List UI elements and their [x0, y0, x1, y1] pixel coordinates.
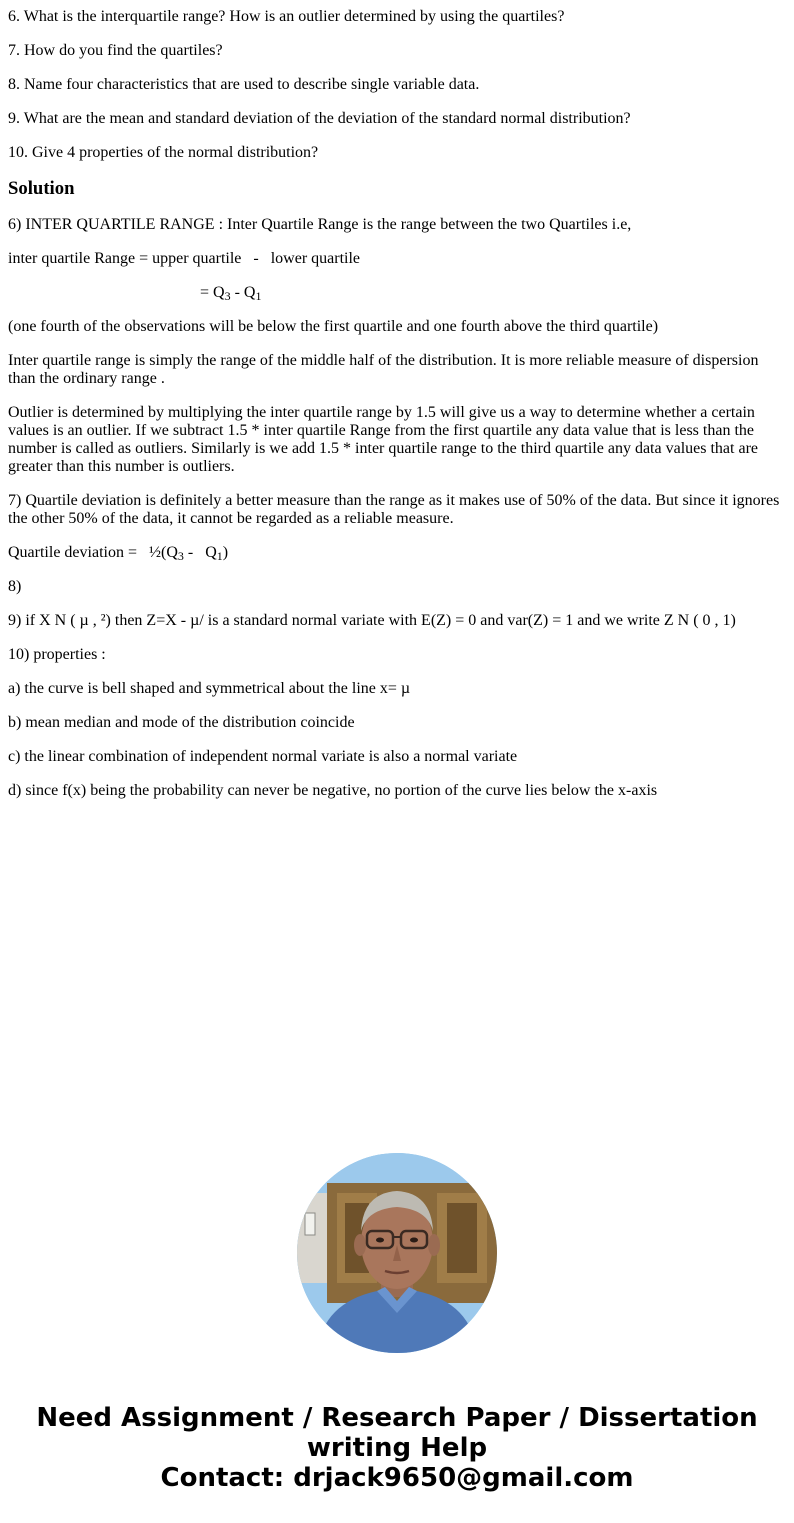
- answer-6-note: (one fourth of the observations will be below the first quartile and one fourth above the third quartile): [8, 318, 659, 335]
- qd-sub-3: 3: [177, 549, 184, 563]
- answer-10-d: d) since f(x) being the probability can never be negative, no portion of the curve lies below the x-axis: [8, 782, 658, 799]
- author-portrait-image: [297, 1153, 497, 1353]
- answer-10-a: a) the curve is bell shaped and symmetrical about the line x= µ: [8, 680, 411, 697]
- question-8: 8. Name four characteristics that are used to describe single variable data.: [8, 76, 480, 93]
- iqr-formula: [8, 250, 784, 268]
- iqr-eq-sub-1: 1: [255, 289, 262, 303]
- iqr-eq-mid: - Q: [230, 284, 256, 301]
- footer-line-2: writing Help: [306, 1433, 488, 1463]
- footer-line-1: Need Assignment / Research Paper / Dissertation: [36, 1403, 758, 1433]
- iqr-eq-sub-3: 3: [224, 289, 231, 303]
- qd-suffix: ): [222, 544, 229, 561]
- document-body: [8, 0, 784, 816]
- answer-9: 9) if X N ( µ , ²) then Z=X - µ/ is a standard normal variate with E(Z) = 0 and var(Z) = 1 and we write Z N ( 0 , 1): [8, 612, 736, 629]
- answer-10-b: b) mean median and mode of the distribution coincide: [8, 714, 355, 731]
- answer-6-outlier: Outlier is determined by multiplying the inter quartile range by 1.5 will give us a way to determine whether a certain values is an outlier. If we subtract 1.5 * inter quartile Range from the first quartile any data value that is less than the number is called as outliers. Similarly is we add 1.5 * inter quartile range to the third quartile any data values that are greater than this number is outliers.: [8, 404, 758, 475]
- answer-6-intro: 6) INTER QUARTILE RANGE : Inter Quartile Range is the range between the two Quartiles i.e,: [8, 216, 632, 233]
- answer-6-iqr-description: Inter quartile range is simply the range of the middle half of the distribution. It is more reliable measure of dispersion than the ordinary range .: [8, 352, 759, 387]
- question-10: 10. Give 4 properties of the normal distribution?: [8, 144, 319, 161]
- qd-mid: - Q: [183, 544, 217, 561]
- iqr-equation: [8, 284, 784, 302]
- question-6: 6. What is the interquartile range? How is an outlier determined by using the quartiles?: [8, 8, 565, 25]
- footer-banner: [0, 1403, 794, 1493]
- footer-contact: Contact: drjack9650@gmail.com: [160, 1463, 634, 1493]
- answer-10-c: c) the linear combination of independent normal variate is also a normal variate: [8, 748, 518, 765]
- qd-sub-1: 1: [216, 549, 223, 563]
- answer-7: 7) Quartile deviation is definitely a better measure than the range as it makes use of 50% of the data. But since it ignores the other 50% of the data, it cannot be regarded as a reliable measure.: [8, 492, 780, 527]
- author-avatar: [297, 1153, 497, 1353]
- answer-10-intro: 10) properties :: [8, 646, 106, 663]
- iqr-formula-text: inter quartile Range = upper quartile - lower quartile: [8, 250, 361, 267]
- quartile-deviation-formula: [8, 544, 784, 562]
- solution-heading: Solution: [8, 178, 75, 199]
- question-9: 9. What are the mean and standard deviation of the deviation of the standard normal distribution?: [8, 110, 631, 127]
- answer-8: 8): [8, 578, 22, 595]
- question-7: 7. How do you find the quartiles?: [8, 42, 223, 59]
- iqr-eq-prefix: = Q: [200, 284, 225, 301]
- qd-prefix: Quartile deviation = ½(Q: [8, 544, 178, 561]
